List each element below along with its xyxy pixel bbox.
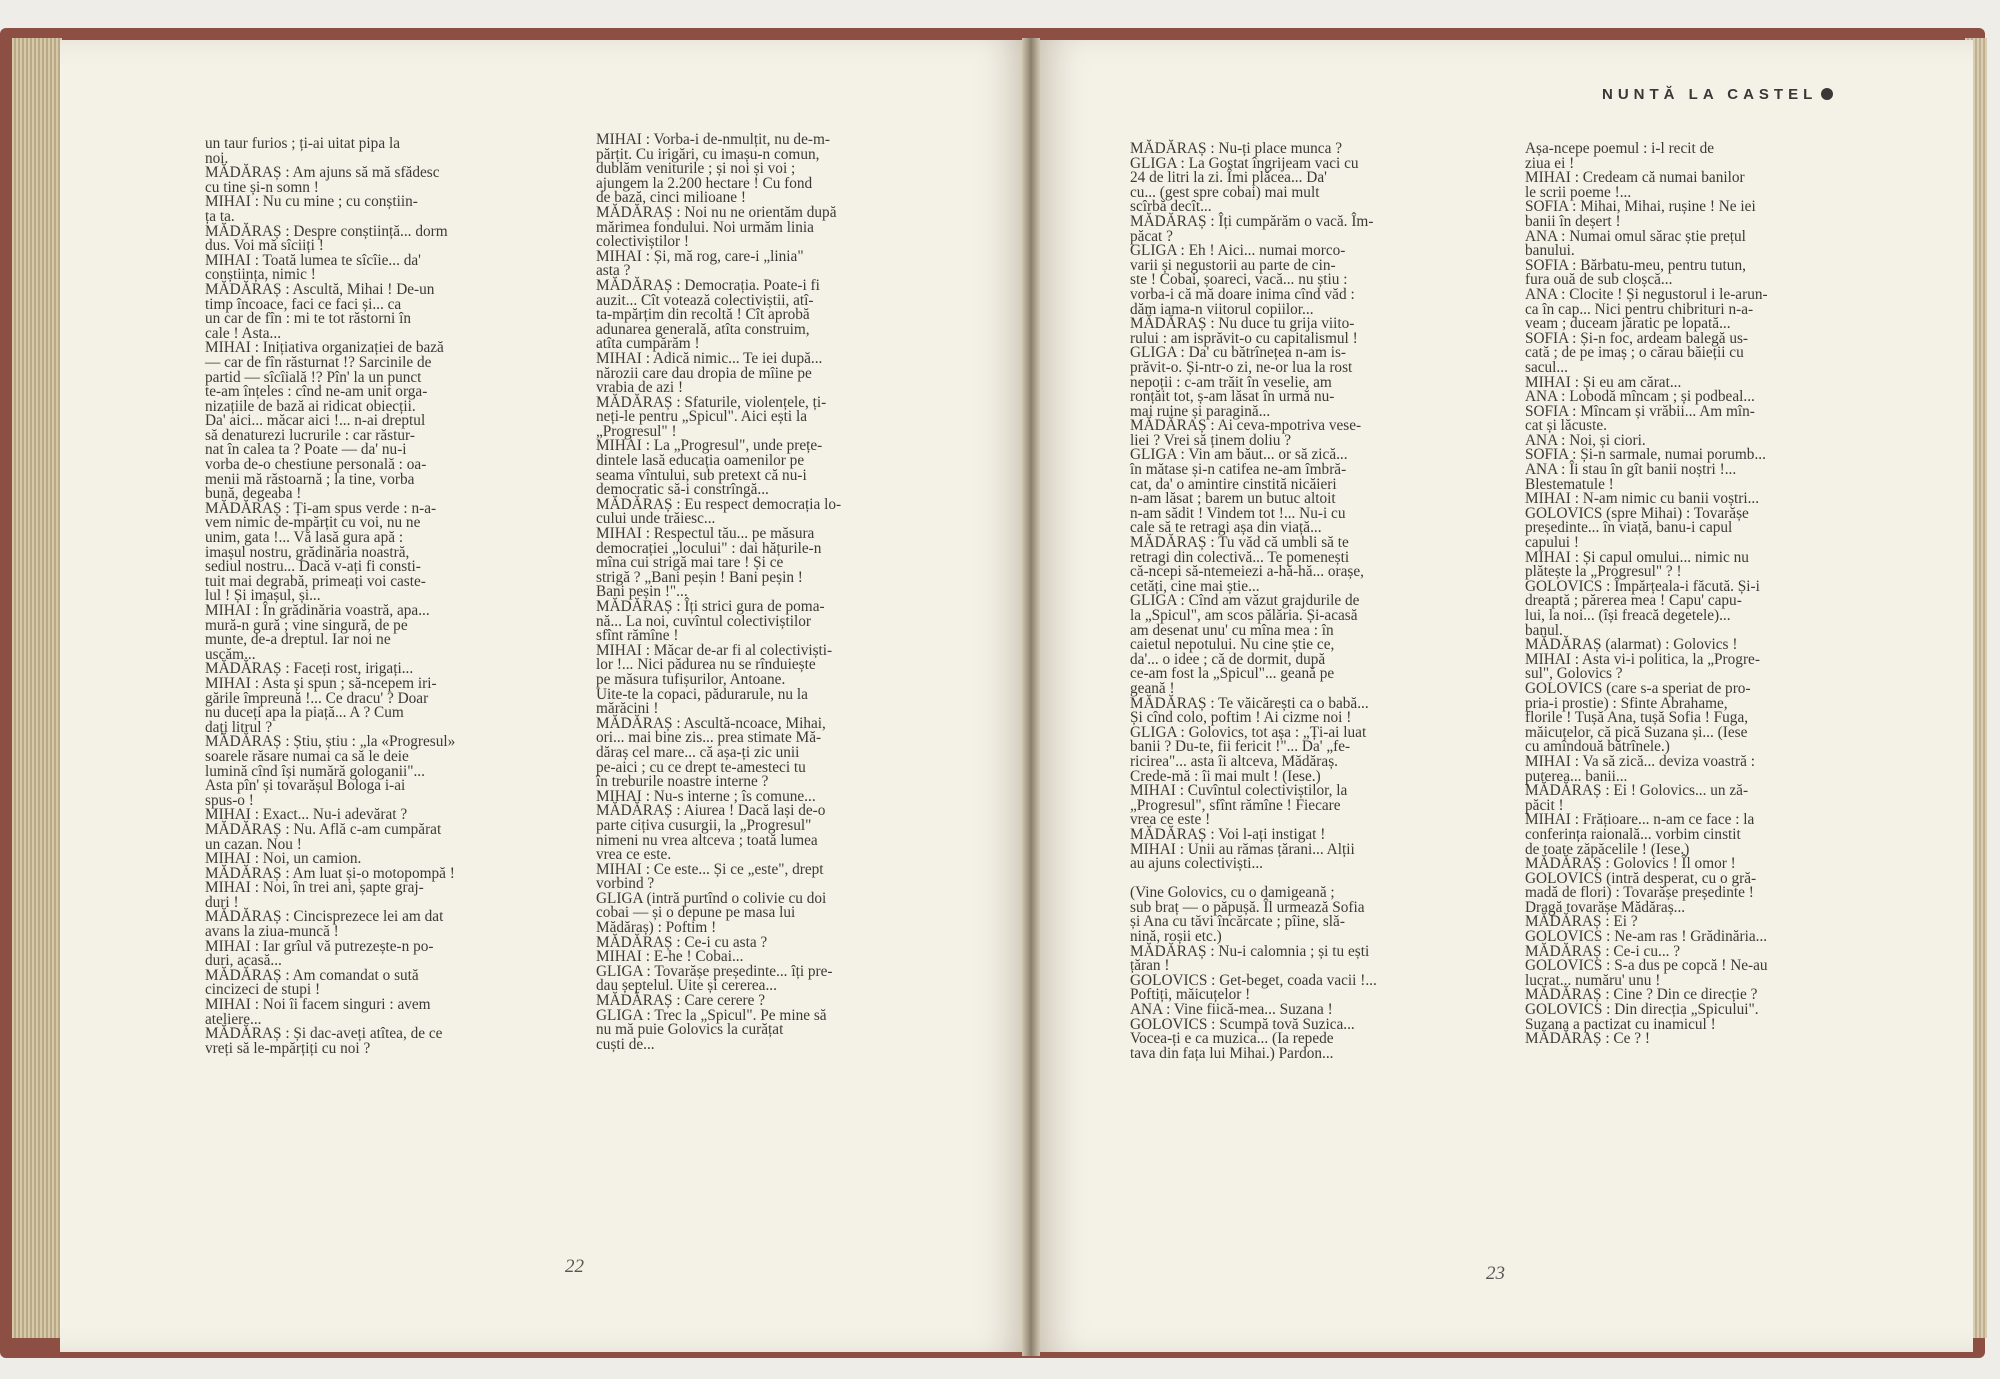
text-line: GOLOVICS : Get-beget, coada vacii !...: [1130, 971, 1377, 989]
text-line: ANA : Lobodă mîncam ; și podbeal...: [1525, 388, 1755, 406]
text-line: parte cițiva cusurgii, la „Progresul": [596, 816, 812, 834]
text-line: ANA : Noi, și ciori.: [1525, 431, 1646, 449]
text-line: ce-am fost la „Spicul"... geană pe: [1130, 665, 1335, 683]
text-line: de bază, cinci milioane !: [596, 189, 746, 207]
text-line: mură-n gură ; vine singură, de pe: [205, 616, 408, 634]
text-line: MĂDĂRAȘ : Aiurea ! Dacă lași de-o: [596, 802, 826, 820]
text-line: SOFIA : Mihai, Mihai, rușine ! Ne iei: [1525, 198, 1756, 216]
text-line: MĂDĂRAȘ : Îți strici gura de poma-: [596, 598, 825, 615]
text-line: n-am lăsat ; barem un butuc altoit: [1130, 490, 1336, 508]
text-line: cale ! Asta...: [205, 324, 282, 342]
text-line: „Progresul", sfînt rămîne ! Fiecare: [1130, 796, 1341, 814]
text-line: dreaptă ; părerea mea ! Capu' capu-: [1525, 592, 1742, 610]
text-line: MĂDĂRAȘ : Ți-am spus verde : n-a-: [205, 499, 437, 517]
text-line: le scrii poeme !...: [1525, 183, 1632, 201]
right-page-column-2: [1525, 142, 1768, 1047]
text-line: Dragă tovarășe Mădăraș...: [1525, 898, 1686, 916]
text-line: scîrbă decît...: [1130, 198, 1212, 216]
text-line: MIHAI : Inițiativa organizației de bază: [205, 339, 444, 357]
text-line: MIHAI : Asta vi-i politica, la „Progre-: [1525, 650, 1760, 668]
text-line: în mătase și-n catifea ne-am îmbră-: [1130, 461, 1347, 479]
text-line: veam ; duceam jăratic pe lopată...: [1525, 315, 1731, 333]
text-line: părțit. Cu irigări, cu imașu-n comun,: [596, 145, 820, 163]
text-line: MIHAI : Nu-s interne ; îs comune...: [596, 787, 816, 805]
text-line: cu... (gest spre cobai) mai mult: [1130, 183, 1320, 201]
text-line: GOLOVICS (care s-a speriat de pro-: [1525, 679, 1751, 697]
text-line: dau șeptelul. Uite și cererea...: [596, 977, 777, 995]
text-line: Așa-ncepe poemul : i-l recit de: [1525, 140, 1715, 157]
text-line: MIHAI : Exact... Nu-i adevărat ?: [205, 806, 408, 824]
page-number-left: 22: [565, 1256, 584, 1277]
text-line: florile ! Tușă Ana, tușă Sofia ! Fuga,: [1525, 709, 1749, 727]
header-bullet-icon: [1821, 88, 1833, 100]
text-line: strigă ? „Bani peșin ! Bani peșin !: [596, 568, 803, 586]
text-line: MĂDĂRAȘ : Despre conștiință... dorm: [205, 222, 448, 240]
text-line: vreți să le-mpărțiți cu noi ?: [205, 1039, 371, 1057]
text-line: Blestematule !: [1525, 475, 1614, 493]
text-line: ori... mai bine zis... prea stimate Mă-: [596, 729, 822, 747]
page-edges-left: [12, 38, 62, 1338]
text-line: ca în cap... Nici pentru chibrituri n-a-: [1525, 300, 1754, 318]
text-line: cat și lăcuste.: [1525, 417, 1607, 435]
text-line: ronțăit tot, ș-am lăsat în urmă nu-: [1130, 388, 1335, 406]
text-line: GLIGA : Tovarășe președinte... îți pre-: [596, 962, 833, 980]
text-line: de toate zăpăcelile ! (Iese.): [1525, 840, 1690, 858]
text-line: MĂDĂRAȘ : Ascultă-ncoace, Mihai,: [596, 714, 826, 732]
text-line: MĂDĂRAȘ : Ei ?: [1525, 913, 1638, 931]
text-line: un cazan. Nou !: [205, 835, 302, 853]
text-line: 24 de litri la zi. Îmi plăcea... Da': [1130, 169, 1327, 187]
text-line: cuști de...: [596, 1035, 655, 1053]
text-line: n-am sădit ! Vindem tot !... Nu-i cu: [1130, 504, 1346, 522]
text-line: lor !... Nici pădurea nu se rînduiește: [596, 656, 816, 674]
text-line: plătește la „Progresul" ? !: [1525, 563, 1682, 581]
text-line: lucrat... număru' unu !: [1525, 971, 1661, 989]
text-line: MIHAI : Măcar de-ar fi al colectiviști-: [596, 641, 833, 659]
text-line: GLIGA : Golovics, tot așa : „Ți-ai luat: [1130, 723, 1367, 741]
text-line: ANA : Vine fiică-mea... Suzana !: [1130, 1001, 1333, 1019]
text-line: MIHAI : Unii au rămas țărani... Alții: [1130, 840, 1355, 858]
text-line: unim, gata !... Vă lasă gura apă :: [205, 529, 404, 547]
text-line: MĂDĂRAȘ : Tu văd că umbli să te: [1130, 534, 1349, 552]
text-line: nizațiile de bază ai ridicat obiecții.: [205, 397, 416, 415]
text-line: madă de flori) : Tovarășe președinte !: [1525, 884, 1754, 902]
text-line: MĂDĂRAȘ : Ce-i cu asta ?: [596, 933, 768, 951]
text-line: Bani peșin !"...: [596, 583, 688, 601]
text-line: pe-aici ; cu ce drept te-amesteci tu: [596, 758, 806, 776]
text-line: GLIGA : La Gostat îngrijeam vaci cu: [1130, 154, 1359, 172]
text-line: soarele răsare numai ca să le deie: [205, 747, 409, 765]
text-line: MIHAI : Ce este... Și ce „este", drept: [596, 860, 824, 878]
text-line: vorba-i că mă doare inima cînd văd :: [1130, 285, 1355, 303]
text-line: ajungem la 2.200 hectare ! Cu fond: [596, 174, 813, 192]
text-line: lui, la noi... (își freacă degetele)...: [1525, 607, 1731, 624]
text-line: conferința raională... vorbim cinstit: [1525, 825, 1741, 843]
text-line: MĂDĂRAȘ : Golovics ! Îl omor !: [1525, 855, 1736, 873]
text-line: mărimea fondului. Noi urmăm linia: [596, 218, 814, 236]
left-page-column-1: [205, 137, 455, 1056]
text-line: nă... La noi, cuvîntul colectiviștilor: [596, 612, 811, 630]
text-line: duri !: [205, 893, 239, 911]
text-line: nărozii care dau dropia de mîine pe: [596, 364, 812, 382]
text-line: MĂDĂRAȘ : Nu. Află c-am cumpărat: [205, 820, 442, 838]
text-line: menii mă răstoarnă ; la tine, vorba: [205, 470, 415, 488]
text-line: SOFIA : Bărbatu-meu, pentru tutun,: [1525, 256, 1746, 274]
text-line: ricirea"... asta îi altceva, Mădăraș.: [1130, 752, 1338, 770]
text-line: colectiviștilor !: [596, 233, 690, 251]
text-line: MIHAI : Asta și spun ; să-ncepem iri-: [205, 674, 437, 692]
text-line: mîna cui strigă mai tare ! Și ce: [596, 554, 784, 572]
text-line: tuit mai degrabă, primeați voi caste-: [205, 572, 426, 590]
text-line: MIHAI : Și eu am cărat...: [1525, 373, 1682, 391]
text-line: Și cînd colo, poftim ! Ai cizme noi !: [1130, 709, 1352, 727]
text-line: GOLOVICS (spre Mihai) : Tovarășe: [1525, 504, 1749, 522]
text-line: da'... o idee ; că de dormit, după: [1130, 650, 1326, 668]
text-line: MIHAI : E-he ! Cobai...: [596, 948, 744, 966]
text-line: — car de fîn răsturnat !? Sarcinile de: [205, 353, 432, 371]
page-number-right: 23: [1486, 1263, 1505, 1284]
text-line: Poftiți, măicuțelor !: [1130, 986, 1251, 1004]
text-line: prăvit-o. Și-ntr-o zi, ne-or lua la rost: [1130, 358, 1353, 376]
text-line: GOLOVICS (intră desperat, cu o gră-: [1525, 869, 1757, 887]
text-line: și Ana cu tăvi încărcate ; pîine, slă-: [1130, 913, 1345, 931]
text-line: dăm iama-n viitorul copiilor...: [1130, 300, 1314, 318]
text-line: MĂDĂRAȘ : Noi nu ne orientăm după: [596, 203, 837, 221]
text-line: un car de fîn : mi te tot răstorni în: [205, 310, 412, 328]
text-line: MIHAI : Credeam că numai banilor: [1525, 169, 1745, 187]
text-line: ANA : Numai omul sărac știe prețul: [1525, 227, 1746, 245]
text-line: imașul nostru, grădinăria noastră,: [205, 543, 410, 561]
text-line: caietul nepotului. Nu cine știe ce,: [1130, 636, 1335, 654]
text-line: pria-i prostie) : Sfinte Abrahame,: [1525, 694, 1728, 712]
text-line: retragi din colectivă... Te pomenești: [1130, 548, 1350, 566]
text-line: GOLOVICS : Din direcția „Spicului".: [1525, 1001, 1759, 1019]
text-line: Mădăraș) : Poftim !: [596, 919, 717, 937]
text-line: MĂDĂRAȘ : Ai ceva-mpotriva vese-: [1130, 417, 1362, 435]
text-line: bună, degeaba !: [205, 485, 302, 503]
text-line: MĂDĂRAȘ : Voi l-ați instigat !: [1130, 825, 1326, 843]
text-line: MIHAI : Vorba-i de-nmulțit, nu de-m-: [596, 131, 830, 148]
text-line: MĂDĂRAȘ : Am ajuns să mă sfădesc: [205, 164, 440, 182]
text-line: GLIGA : Da' cu bătrînețea n-am is-: [1130, 344, 1346, 362]
text-line: noi.: [205, 149, 229, 167]
text-line: MĂDĂRAȘ : Ascultă, Mihai ! De-un: [205, 280, 435, 298]
text-line: MĂDĂRAȘ : Ce ? !: [1525, 1030, 1650, 1048]
text-line: SOFIA : Și-n sarmale, numai porumb...: [1525, 446, 1766, 464]
text-line: vem nimic de-mpărțit cu voi, nu ne: [205, 514, 421, 532]
text-line: Asta pîn' și tovarășul Bologa i-ai: [205, 777, 406, 795]
text-line: vorbind ?: [596, 875, 655, 893]
text-line: MIHAI : Noi îi facem singuri : avem: [205, 996, 431, 1014]
right-page-column-1: [1130, 142, 1377, 1061]
text-line: rului : am isprăvit-o cu capitalismul !: [1130, 329, 1358, 347]
text-line: nat în calea ta ? Poate — da' nu-i: [205, 441, 407, 459]
text-line: ta-mpărțim din recoltă ! Cît aprobă: [596, 306, 810, 324]
text-line: cată ; de pe imaș ; o cărau băieții cu: [1525, 344, 1744, 362]
text-line: MIHAI : La „Progresul", unde prețe-: [596, 437, 823, 455]
text-line: vorba de-o chestiune personală : oa-: [205, 456, 427, 474]
text-line: sul", Golovics ?: [1525, 665, 1623, 683]
text-line: banului.: [1525, 242, 1575, 260]
text-line: dăraș cel mare... că așa-ți zic unii: [596, 743, 800, 761]
text-line: SOFIA : Și-n foc, ardeam balegă us-: [1525, 329, 1749, 347]
text-line: munte, de-a dreptul. Iar noi ne: [205, 631, 391, 649]
text-line: MIHAI : Și capul omului... nimic nu: [1525, 548, 1749, 566]
text-line: MIHAI : Cuvîntul colectiviștilor, la: [1130, 782, 1348, 800]
text-line: adunarea generală, atîta construim,: [596, 320, 810, 338]
text-line: cului unde trăiesc...: [596, 510, 716, 528]
text-line: MĂDĂRAȘ : Cincisprezece lei am dat: [205, 908, 444, 926]
text-line: timp încoace, faci ce faci și... ca: [205, 295, 402, 313]
text-line: democrației „locului" : dai hățurile-n: [596, 539, 822, 557]
text-line: ța ta.: [205, 207, 235, 225]
text-line: varii și negustorii au parte de cin-: [1130, 256, 1336, 274]
book-gutter: [1022, 38, 1040, 1356]
text-line: la „Spicul", am scos pălăria. Și-acasă: [1130, 607, 1358, 624]
text-line: GOLOVICS : Scumpă tovă Suzica...: [1130, 1015, 1355, 1033]
text-line: GOLOVICS : Ne-am ras ! Grădinăria...: [1525, 928, 1768, 946]
text-line: partid — sîcîială !? Pîn' la un punct: [205, 368, 422, 386]
text-line: Suzana a pactizat cu inamicul !: [1525, 1015, 1716, 1033]
text-line: MIHAI : Noi, un camion.: [205, 850, 362, 868]
text-line: cu amîndouă bătrînele.): [1525, 738, 1670, 756]
text-line: „Progresul" !: [596, 422, 677, 440]
text-line: MĂDĂRAȘ : Cine ? Din ce direcție ?: [1525, 986, 1758, 1004]
text-line: GOLOVICS : S-a dus pe copcă ! Ne-au: [1525, 957, 1768, 975]
text-line: sediul nostru... Dacă v-ați fi consti-: [205, 558, 421, 576]
text-line: cu tine și-n somn !: [205, 178, 319, 196]
text-line: democratic să-i constrîngă...: [596, 481, 769, 499]
text-line: GLIGA : Vin am băut... or să zică...: [1130, 446, 1348, 464]
left-page-column-2: [596, 133, 841, 1052]
text-line: MĂDĂRAȘ : Îți cumpărăm o vacă. Îm-: [1130, 212, 1374, 230]
text-line: să denaturezi lucrurile : car răstur-: [205, 426, 415, 444]
text-line: vrea ce este !: [1130, 811, 1211, 829]
text-line: nimeni nu vrea altceva ; toată lumea: [596, 831, 818, 849]
text-line: te-am înțeles : cînd ne-am unit orga-: [205, 383, 428, 401]
text-line: uscăm...: [205, 645, 256, 663]
text-line: vrea ce este.: [596, 846, 672, 864]
running-header-text: NUNTĂ LA CASTEL: [1602, 86, 1818, 103]
text-line: dintele lasă educația oamenilor pe: [596, 452, 805, 470]
text-line: dus. Voi mă sîciiți !: [205, 237, 324, 255]
text-line: MĂDĂRAȘ : Nu-ți place munca ?: [1130, 140, 1342, 157]
text-line: asta ?: [596, 262, 631, 280]
text-line: lul ! Și imașul, și...: [205, 587, 321, 605]
text-line: banii ? Du-te, fii fericit !"... Da' „fe-: [1130, 738, 1351, 756]
text-line: un taur furios ; ți-ai uitat pipa la: [205, 135, 400, 152]
text-line: GLIGA : Trec la „Spicul". Pe mine să: [596, 1006, 827, 1024]
text-line: MIHAI : Noi, în trei ani, șapte graj-: [205, 879, 424, 897]
text-line: atîta cumpărăm !: [596, 335, 700, 353]
text-line: cetăți, cine mai știe...: [1130, 577, 1260, 595]
text-line: Vocea-ți e ca muzica... (Ia repede: [1130, 1030, 1334, 1048]
text-line: președinte... în viață, banu-i capul: [1525, 519, 1733, 537]
text-line: nină, roșii etc.): [1130, 928, 1222, 946]
text-line: ziua ei !: [1525, 154, 1575, 172]
text-line: MIHAI : Adică nimic... Te iei după...: [596, 349, 823, 367]
text-line: dublăm veniturile ; și noi și voi ;: [596, 160, 796, 178]
text-line: sacul...: [1525, 358, 1568, 376]
text-line: MĂDĂRAȘ : Ei ! Golovics... un ză-: [1525, 782, 1749, 800]
text-line: MĂDĂRAȘ : Nu-i calomnia ; și tu ești: [1130, 942, 1370, 960]
text-line: banii în deșert !: [1525, 212, 1621, 230]
text-line: nepoții : c-am trăit în veselie, am: [1130, 373, 1332, 391]
text-line: (Vine Golovics, cu o damigeană ;: [1130, 884, 1335, 902]
text-line: seama vîntului, sub pretext că nu-i: [596, 466, 807, 484]
text-line: cobai — și o depune pe masa lui: [596, 904, 796, 922]
text-line: MIHAI : Iar grîul vă putrezește-n po-: [205, 937, 434, 955]
text-line: țăran !: [1130, 957, 1170, 975]
text-line: MĂDĂRAȘ (alarmat) : Golovics !: [1525, 636, 1738, 654]
text-line: pe măsura tufișurilor, Antoane.: [596, 670, 786, 688]
text-line: sub braț — o păpușă. Îl urmează Sofia: [1130, 898, 1365, 916]
text-line: banul.: [1525, 621, 1563, 639]
text-line: MIHAI : Va să zică... deviza voastră :: [1525, 752, 1755, 770]
text-line: MĂDĂRAȘ : Faceți rost, irigați...: [205, 660, 414, 678]
text-line: spus-o !: [205, 791, 254, 809]
text-line: GLIGA : Eh ! Aici... numai morco-: [1130, 242, 1346, 260]
text-line: nu mă puie Golovics la curățat: [596, 1021, 784, 1039]
text-line: dați litrul ?: [205, 718, 273, 736]
text-line: duri, acasă...: [205, 952, 282, 970]
text-line: MĂDĂRAȘ : Eu respect democrația lo-: [596, 495, 842, 513]
text-line: Uite-te la copaci, pădurarule, nu la: [596, 685, 808, 703]
text-line: SOFIA : Mîncam și vrăbii... Am mîn-: [1525, 402, 1755, 420]
text-line: fura ouă de sub cloșcă...: [1525, 271, 1673, 289]
text-line: în treburile noastre interne ?: [596, 773, 769, 791]
text-line: măicuțelor, că pică Suzana și... (Iese: [1525, 723, 1748, 741]
text-line: nu duceți apa la piață... A ? Cum: [205, 704, 404, 722]
running-header: [1602, 86, 1833, 103]
text-line: MIHAI : Frățioare... n-am ce face : la: [1525, 811, 1755, 829]
text-line: Da' aici... măcar aici !... n-ai dreptul: [205, 412, 426, 430]
text-line: avans la ziua-muncă !: [205, 923, 339, 941]
text-line: gările împreună !... Ce dracu' ? Doar: [205, 689, 429, 707]
text-line: MIHAI : N-am nimic cu banii voștri...: [1525, 490, 1760, 508]
text-line: liei ? Vrei să ținem doliu ?: [1130, 431, 1292, 449]
text-line: MĂDĂRAȘ : Care cerere ?: [596, 992, 766, 1010]
text-line: MĂDĂRAȘ : Te văicărești ca o babă...: [1130, 694, 1369, 712]
text-line: MĂDĂRAȘ : Am luat și-o motopompă !: [205, 864, 455, 882]
text-line: mărăcini !: [596, 700, 659, 718]
text-line: MĂDĂRAȘ : Ce-i cu... ?: [1525, 942, 1681, 960]
text-line: păcat ?: [1130, 227, 1173, 245]
text-line: MĂDĂRAȘ : Știu, știu : „la «Progresul»: [205, 733, 456, 751]
text-line: ANA : Îi stau în gît banii noștri !...: [1525, 461, 1737, 479]
text-line: mai ruine și paragină...: [1130, 402, 1271, 420]
text-line: MĂDĂRAȘ : Am comandat o sută: [205, 966, 419, 984]
text-line: auzit... Cît votează colectiviștii, atî-: [596, 291, 814, 309]
text-line: păcit !: [1525, 796, 1564, 814]
text-line: Crede-mă : îi mai mult ! (Iese.): [1130, 767, 1321, 785]
text-line: MĂDĂRAȘ : Democrația. Poate-i fi: [596, 276, 820, 294]
text-line: că-ncepi să-ntemeiezi a-hă-hă... orașe,: [1130, 563, 1364, 581]
text-line: puterea... banii...: [1525, 767, 1628, 785]
text-line: capului !: [1525, 534, 1579, 552]
text-line: MIHAI : În grădinăria voastră, apa...: [205, 602, 430, 619]
text-line: cincizeci de stupi !: [205, 981, 321, 999]
text-line: MĂDĂRAȘ : Nu duce tu grija viito-: [1130, 315, 1355, 333]
text-line: am desenat unu' cu mîna mea : în: [1130, 621, 1334, 639]
text-line: MĂDĂRAȘ : Sfaturile, violențele, ți-: [596, 393, 827, 411]
text-line: au ajuns colectiviști...: [1130, 855, 1263, 873]
text-line: MIHAI : Și, mă rog, care-i „linia": [596, 247, 804, 265]
text-line: conștiința, nimic !: [205, 266, 316, 284]
text-line: MIHAI : Respectul tău... pe măsura: [596, 525, 815, 543]
text-line: MIHAI : Toată lumea te sîcîie... da': [205, 251, 421, 269]
text-line: lumină cînd își numără gologanii"...: [205, 762, 425, 780]
text-line: cale să te retragi așa din viață...: [1130, 519, 1322, 537]
text-line: MIHAI : Nu cu mine ; cu conștiin-: [205, 193, 418, 211]
text-line: ateliere...: [205, 1010, 262, 1028]
text-line: geană !: [1130, 679, 1175, 697]
text-line: GLIGA : Cînd am văzut grajdurile de: [1130, 592, 1360, 610]
text-line: neți-le pentru „Spicul". Aici ești la: [596, 408, 807, 426]
text-line: GOLOVICS : Împărțeala-i făcută. Și-i: [1525, 577, 1760, 595]
text-line: sfînt rămîne !: [596, 627, 679, 645]
text-line: ste ! Cobai, șoareci, vacă... nu știu :: [1130, 271, 1348, 289]
text-line: vrabia de azi !: [596, 379, 684, 397]
text-line: tava din fața lui Mihai.) Pardon...: [1130, 1044, 1334, 1062]
text-line: cat, da' o amintire cinstită nicăieri: [1130, 475, 1337, 493]
text-line: GLIGA (intră purtînd o colivie cu doi: [596, 889, 827, 907]
text-line: ANA : Clocite ! Și negustorul i le-arun-: [1525, 285, 1768, 303]
text-line: MĂDĂRAȘ : Și dac-aveți atîtea, de ce: [205, 1025, 443, 1043]
